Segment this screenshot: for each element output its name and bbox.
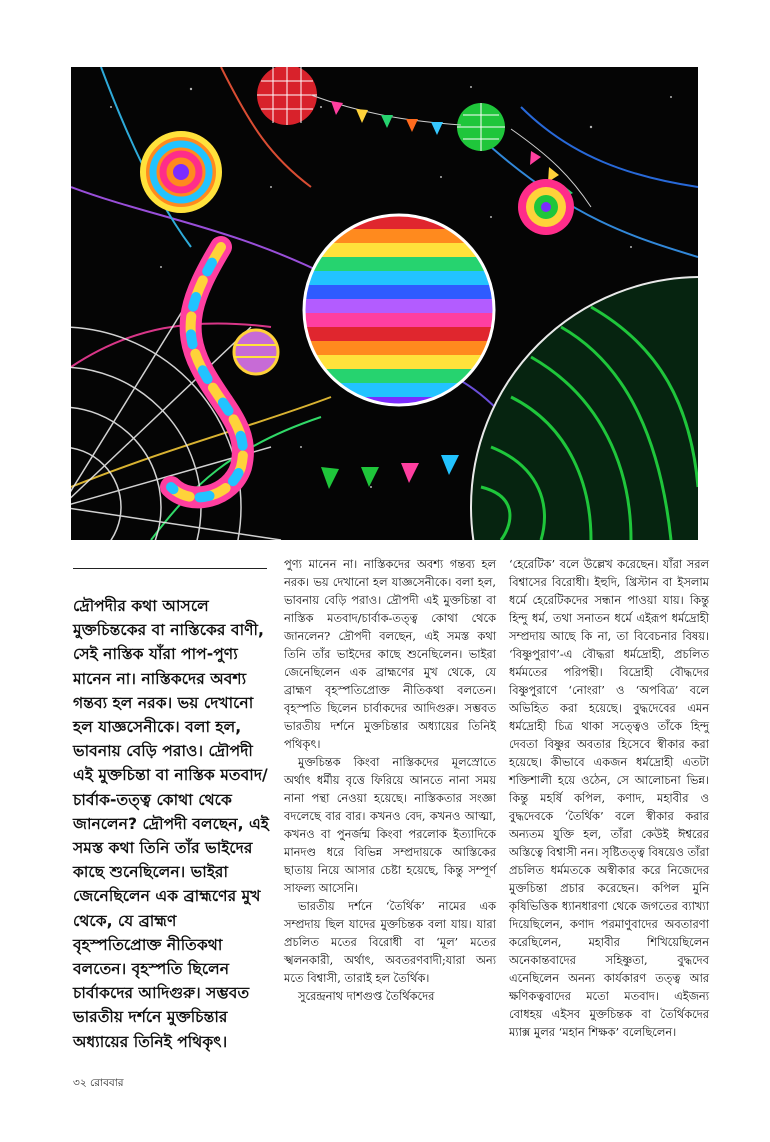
small-planet: [234, 330, 278, 374]
paragraph: সুরেন্দ্রনাথ দাশগুপ্ত তৈর্থিকদের: [298, 989, 435, 1003]
red-globe: [257, 67, 317, 125]
pull-quote-text: দ্রৌপদীর কথা আসলে মুক্তচিন্তকের বা নাস্তিকের বাণী, সেই নাস্তিক যাঁরা পাপ-পুণ্য মানেন না। নাস্তিকদের অবশ্য গন্তব্য হল নরক। ভয় দেখানো হল যাজ্ঞসেনীকে। বলা হল, ভাবনায় বেড়ি পরাও। দ্রৌপদী এই মুক্তচিন্তা বা নাস্তিক মতবাদ/চার্বাক-তত্ত্ব কোথা থেকে জানলেন? দ্রৌপদী বলছেন, এই সমস্ত কথা তিনি তাঁর ভাইদের কাছে শুনেছিলেন। ভাইরা জেনেছিলেন এক ব্রাহ্মণের মুখ থেকে, যে ব্রাহ্মণ বৃহস্পতিপ্রোক্ত নীতিকথা বলতেন। বৃহস্পতি ছিলেন চার্বাকদের আদিগুরু। সম্ভবত ভারতীয় দর্শনে মুক্তচিন্তার অধ্যায়ের তিনিই পথিকৃৎ।: [73, 597, 269, 1051]
paragraph: ‘হেরেটিক’ বলে উল্লেখ করেছেন। যাঁরা সরল বিশ্বাসের বিরোধী। ইহুদি, খ্রিস্টান বা ইসলাম ধর্মে হেরেটিকদের সন্ধান পাওয়া যায়। কিন্তু হিন্দু ধর্ম, তথা সনাতন ধর্মে এইরূপ ধর্মদ্রোহী সম্প্রদায় আছে কি না, তা বিবেচনার বিষয়। ‘বিষ্ণুপুরাণ’-এ বৌদ্ধরা ধর্মদ্রোহী, প্রচলিত ধর্মমতের পরিপন্থী। বিদ্রোহী বৌদ্ধদের বিষ্ণুপুরাণে ‘নোংরা’ ও ‘অপবিত্র’ বলে অভিহিত করা হয়েছে। বুদ্ধদেবের এমন ধর্মদ্রোহী চিত্র থাকা সত্ত্বেও তাঁকে হিন্দু দেবতা বিষ্ণুর অবতার হিসেবে স্বীকার করা হয়েছে। কীভাবে একজন ধর্মদ্রোহী এতটা শক্তিশালী হয়ে ওঠেন, সে আলোচনা ভিন্ন। কিন্তু মহর্ষি কপিল, কণাদ, মহাবীর ও বুদ্ধদেবকে ‘তৈর্থিক’ বলে স্বীকার করার অন্যতম যুক্তি হল, তাঁরা কেউই ঈশ্বরের অস্তিত্বে বিশ্বাসী নন। সৃষ্টিতত্ত্ব বিষয়েও তাঁরা প্রচলিত ধর্মমতকে অস্বীকার করে নিজেদের মুক্তচিন্তা প্রচার করেছেন। কপিল মুনি কৃষিভিত্তিক ধ্যানধারণা থেকে জগতের ব্যাখ্যা দিয়েছিলেন, কণাদ পরমাণুবাদের অবতারণা করেছিলেন, মহাবীর শিখিয়েছিলেন অনেকান্তবাদের সহিষ্ণুতা, বুদ্ধদেব এনেছিলেন অনন্য কার্যকারণ তত্ত্ব আর ক্ষণিকত্ববাদের মতো মতবাদ। এইজন্য বোধহয় এইসব মুক্তচিন্তক বা তৈর্থিকদের ম্যাক্স মুলর ‘মহান শিক্ষক’ বলেছিলেন।: [509, 557, 709, 1039]
space-painting: [71, 67, 698, 540]
paragraph: মুক্তচিন্তক কিংবা নাস্তিকদের মূলস্রোতে অর্থাৎ ধর্মীয় বৃত্তে ফিরিয়ে আনতে নানা সময় নানা পন্থা নেওয়া হয়েছে। নাস্তিকতার সংজ্ঞা বদলেছে বার বার। কখনও বেদ, কখনও আত্মা, কখনও বা পুনর্জন্ম কিংবা পরলোক ইত্যাদিকে মানদণ্ড ধরে বিভিন্ন সম্প্রদায়কে আস্তিকের ছাতায় নিয়ে আসার চেষ্টা হয়েছে, কিন্তু সম্পূর্ণ সাফল্য আসেনি।: [284, 755, 496, 895]
pull-quote-rule: [73, 568, 267, 569]
paragraph: ভারতীয় দর্শনে ‘তৈর্থিক’ নামের এক সম্প্রদায় ছিল যাদের মুক্তচিন্তক বলা যায়। যারা প্রচলিত মতের বিরোধী বা ‘মূল’ মতের স্খলনকারী, অর্থাৎ, অবতরণবাদী;যারা অন্য মতে বিশ্বাসী, তারাই হল তৈর্থিক।: [284, 899, 496, 985]
illustration: [71, 67, 698, 540]
article-column-2: [509, 555, 709, 1041]
spiral-planet: [143, 134, 219, 210]
article-column-1: [284, 555, 496, 1005]
mandala: [518, 179, 574, 235]
paragraph: পুণ্য মানেন না। নাস্তিকদের অবশ্য গন্তব্য হল নরক। ভয় দেখানো হল যাজ্ঞসেনীকে। বলা হল, ভাবনায় বেড়ি পরাও। দ্রৌপদী এই মুক্তচিন্তা বা নাস্তিক মতবাদ/চার্বাক-তত্ত্ব কোথা থেকে জানলেন? দ্রৌপদী বলছেন, এই সমস্ত কথা তিনি তাঁর ভাইদের কাছে শুনেছিলেন। ভাইরা জেনেছিলেন এক ব্রাহ্মণের মুখ থেকে, যে ব্রাহ্মণ বৃহস্পতিপ্রোক্ত নীতিকথা বলতেন। বৃহস্পতি ছিলেন চার্বাকদের আদিগুরু। সম্ভবত ভারতীয় দর্শনে মুক্তচিন্তার অধ্যায়ের তিনিই পথিকৃৎ।: [284, 557, 496, 751]
page-footer: [73, 1076, 124, 1093]
green-globe: [457, 103, 505, 151]
pull-quote: [73, 594, 269, 1054]
page-number-label: ৩২ রোববার: [73, 1077, 124, 1089]
